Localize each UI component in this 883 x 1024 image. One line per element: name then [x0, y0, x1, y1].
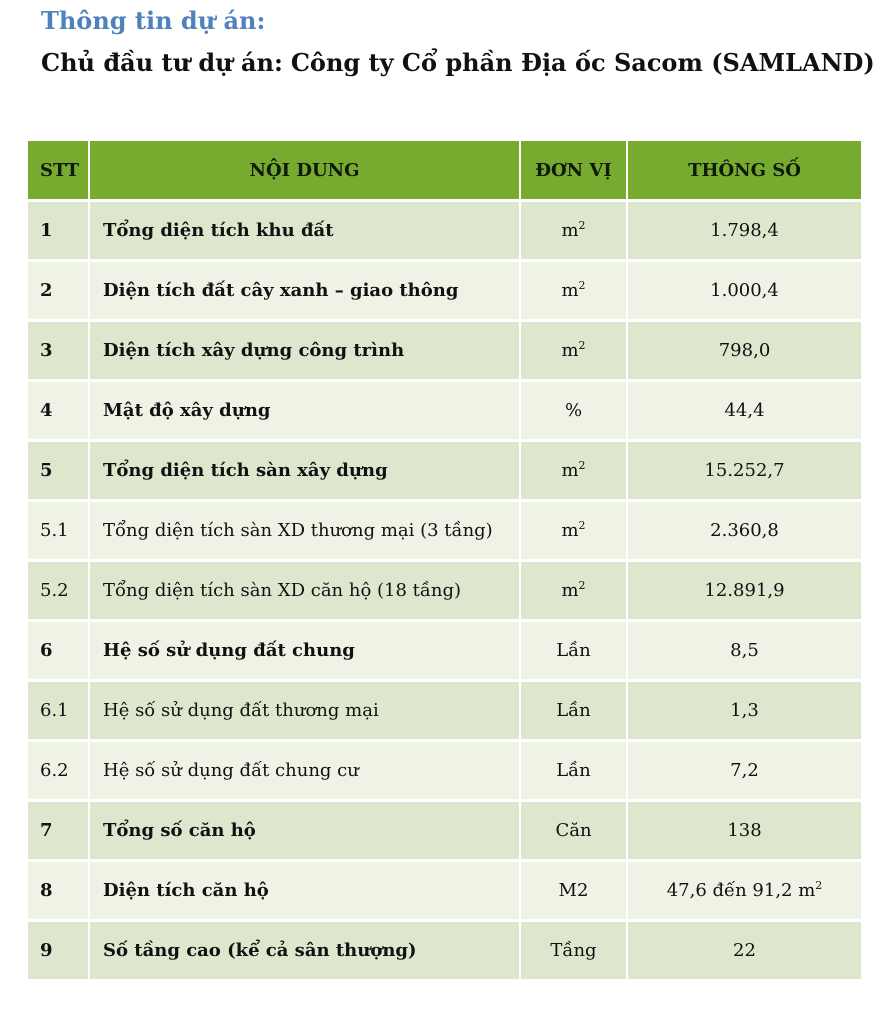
column-header-stt: STT — [28, 141, 90, 202]
unit-text: m — [561, 340, 579, 361]
table-row — [28, 502, 861, 562]
row-unit — [521, 322, 628, 382]
row-content: Mật độ xây dựng — [90, 382, 521, 442]
value-text: 47,6 đến 91,2 m — [666, 880, 816, 901]
row-stt: 1 — [28, 202, 90, 262]
table-row — [28, 802, 861, 862]
table-row — [28, 442, 861, 502]
unit-superscript: 2 — [578, 279, 586, 292]
table-row — [28, 202, 861, 262]
unit-text: M2 — [558, 880, 589, 901]
row-unit — [521, 202, 628, 262]
row-value — [628, 922, 861, 982]
table-row — [28, 682, 861, 742]
row-value — [628, 742, 861, 802]
unit-text: Tầng — [550, 940, 597, 961]
row-stt: 5.2 — [28, 562, 90, 622]
row-content: Diện tích xây dựng công trình — [90, 322, 521, 382]
value-text: 44,4 — [724, 400, 765, 421]
value-superscript: 2 — [815, 879, 823, 892]
unit-text: m — [561, 280, 579, 301]
row-content: Tổng diện tích sàn xây dựng — [90, 442, 521, 502]
investor-line — [41, 48, 875, 77]
row-value — [628, 262, 861, 322]
row-value — [628, 802, 861, 862]
unit-superscript: 2 — [578, 519, 586, 532]
row-value — [628, 862, 861, 922]
value-text: 22 — [733, 940, 756, 961]
row-unit — [521, 562, 628, 622]
row-stt: 5.1 — [28, 502, 90, 562]
column-header-content: NỘI DUNG — [90, 141, 521, 202]
row-stt: 3 — [28, 322, 90, 382]
table-header-row — [28, 141, 861, 202]
row-unit — [521, 862, 628, 922]
unit-text: Lần — [556, 700, 591, 721]
row-value — [628, 202, 861, 262]
unit-text: m — [561, 520, 579, 541]
row-stt: 6.1 — [28, 682, 90, 742]
row-content: Hệ số sử dụng đất chung cư — [90, 742, 521, 802]
row-unit — [521, 742, 628, 802]
row-value — [628, 382, 861, 442]
row-content: Số tầng cao (kể cả sân thượng) — [90, 922, 521, 982]
table-row — [28, 742, 861, 802]
row-unit — [521, 262, 628, 322]
section-heading: Thông tin dự án: — [41, 6, 266, 35]
row-content: Diện tích căn hộ — [90, 862, 521, 922]
row-stt: 6 — [28, 622, 90, 682]
unit-superscript: 2 — [578, 219, 586, 232]
unit-text: m — [561, 460, 579, 481]
unit-superscript: 2 — [578, 579, 586, 592]
row-content: Diện tích đất cây xanh – giao thông — [90, 262, 521, 322]
table-row — [28, 562, 861, 622]
row-unit — [521, 502, 628, 562]
row-value — [628, 622, 861, 682]
value-text: 1,3 — [730, 700, 759, 721]
value-text: 798,0 — [718, 340, 771, 361]
row-stt: 8 — [28, 862, 90, 922]
value-text: 12.891,9 — [704, 580, 785, 601]
row-stt: 5 — [28, 442, 90, 502]
unit-text: % — [564, 400, 583, 421]
column-header-unit: ĐƠN VỊ — [521, 141, 628, 202]
unit-text: m — [561, 220, 579, 241]
row-value — [628, 322, 861, 382]
project-spec-table — [28, 141, 861, 982]
table-row — [28, 622, 861, 682]
row-content: Tổng diện tích sàn XD căn hộ (18 tầng) — [90, 562, 521, 622]
value-text: 2.360,8 — [710, 520, 779, 541]
value-text: 8,5 — [730, 640, 759, 661]
value-text: 15.252,7 — [704, 460, 785, 481]
unit-text: Lần — [556, 760, 591, 781]
investor-value: Công ty Cổ phần Địa ốc Sacom (SAMLAND) — [290, 48, 875, 77]
unit-superscript: 2 — [578, 339, 586, 352]
row-value — [628, 682, 861, 742]
unit-text: Căn — [555, 820, 592, 841]
table-row — [28, 922, 861, 982]
row-content: Tổng diện tích khu đất — [90, 202, 521, 262]
row-content: Hệ số sử dụng đất chung — [90, 622, 521, 682]
row-value — [628, 502, 861, 562]
column-header-value: THÔNG SỐ — [628, 141, 861, 202]
row-stt: 7 — [28, 802, 90, 862]
row-stt: 6.2 — [28, 742, 90, 802]
table-body — [28, 202, 861, 982]
value-text: 1.798,4 — [710, 220, 779, 241]
row-unit — [521, 622, 628, 682]
table-row — [28, 862, 861, 922]
row-stt: 9 — [28, 922, 90, 982]
value-text: 1.000,4 — [710, 280, 779, 301]
table-row — [28, 322, 861, 382]
unit-superscript: 2 — [578, 459, 586, 472]
row-value — [628, 562, 861, 622]
row-value — [628, 442, 861, 502]
investor-label: Chủ đầu tư dự án: — [41, 48, 283, 77]
unit-text: Lần — [556, 640, 591, 661]
row-stt: 4 — [28, 382, 90, 442]
row-unit — [521, 442, 628, 502]
row-unit — [521, 382, 628, 442]
row-content: Tổng số căn hộ — [90, 802, 521, 862]
row-unit — [521, 802, 628, 862]
table-row — [28, 382, 861, 442]
row-unit — [521, 922, 628, 982]
unit-text: m — [561, 580, 579, 601]
value-text: 138 — [727, 820, 762, 841]
row-content: Tổng diện tích sàn XD thương mại (3 tầng) — [90, 502, 521, 562]
value-text: 7,2 — [730, 760, 759, 781]
row-stt: 2 — [28, 262, 90, 322]
row-content: Hệ số sử dụng đất thương mại — [90, 682, 521, 742]
row-unit — [521, 682, 628, 742]
table-row — [28, 262, 861, 322]
